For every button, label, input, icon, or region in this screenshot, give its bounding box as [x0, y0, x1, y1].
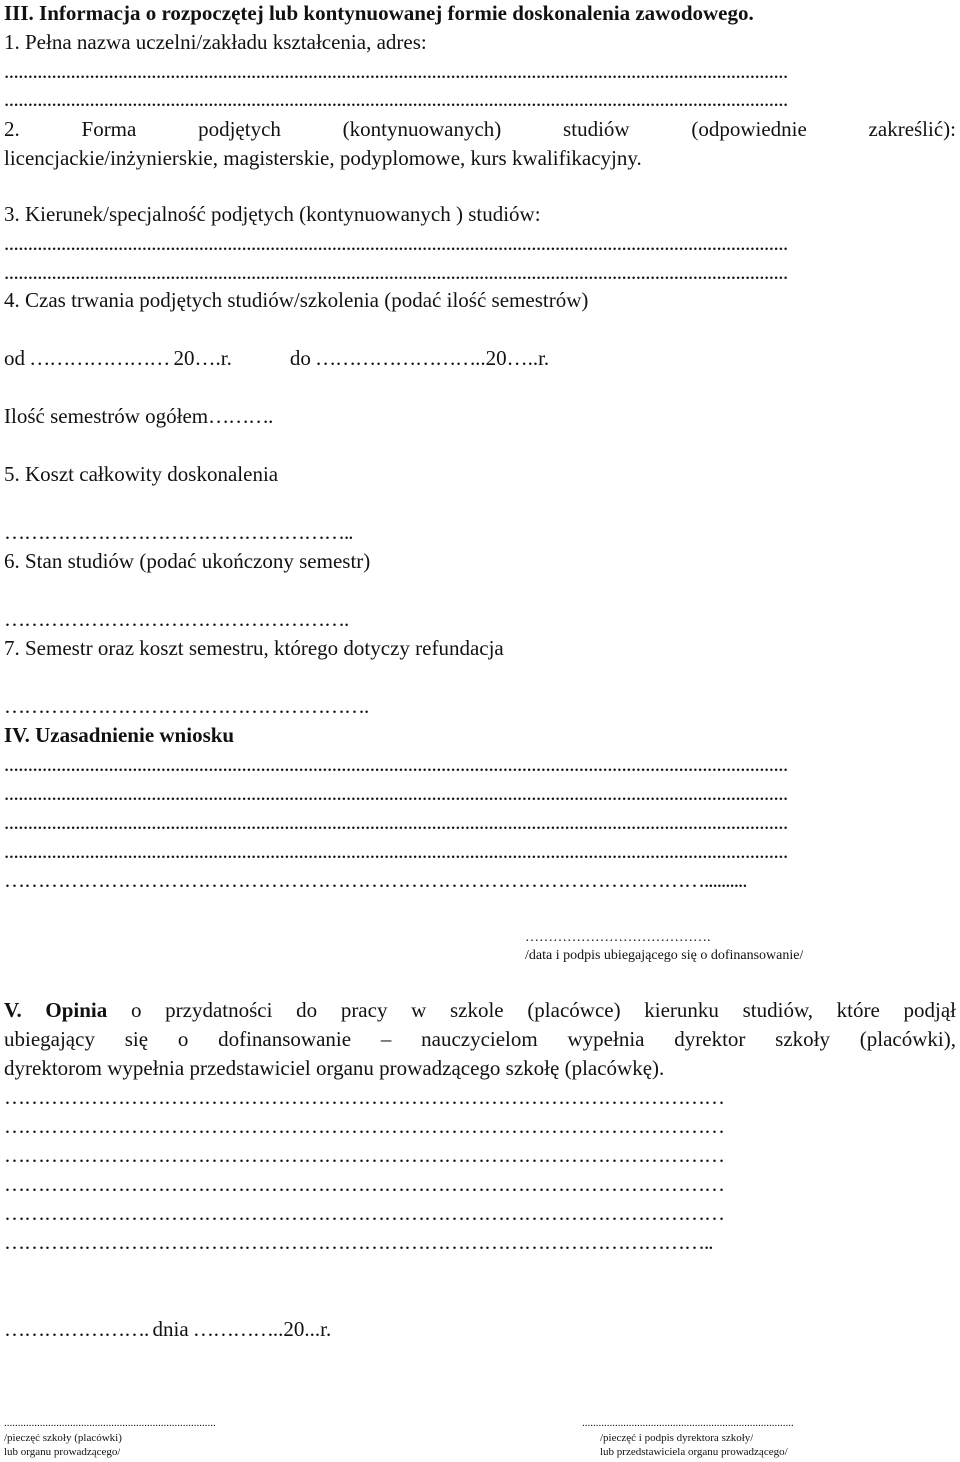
section-4-heading: IV. Uzasadnienie wniosku — [4, 723, 235, 747]
question-6-label: 6. Stan studiów (podać ukończony semestr) — [4, 549, 371, 573]
section-5-text-2: ubiegający się o dofinansowanie – nauczycielom wypełnia dyrektor szkoły (placówki), — [4, 1027, 956, 1051]
total-semesters-label: Ilość semestrów ogółem — [4, 404, 209, 428]
duration-row — [4, 345, 956, 371]
director-signature-caption: /pieczęć i podpis dyrektora szkoły/ — [600, 1432, 754, 1444]
school-stamp-caption: /pieczęć szkoły (placówki) — [4, 1432, 122, 1444]
signature-dots[interactable]: …………………………………. — [525, 930, 711, 945]
from-label: od — [4, 346, 25, 370]
answer-line[interactable]: ..................................................................................................................................................................... — [4, 59, 788, 83]
director-signature-caption-2: lub przedstawiciela organu prowadzącego/ — [600, 1446, 788, 1458]
justification-line[interactable]: ..................................................................................................................................................................... — [4, 752, 788, 776]
place-fill[interactable]: …………………. — [4, 1317, 153, 1341]
date-fill[interactable]: ………… — [188, 1317, 273, 1341]
justification-line[interactable]: ..................................................................................................................................................................... — [4, 781, 788, 805]
section-5-heading: Opinia — [45, 998, 108, 1022]
opinion-line[interactable]: ……………………………………………………………………………………………… — [4, 1114, 724, 1138]
date-row — [4, 1316, 956, 1342]
answer-line[interactable]: ..................................................................................................................................................................... — [4, 87, 788, 111]
semester-fill[interactable]: ……………………………………………. — [4, 607, 349, 631]
answer-line[interactable]: ..................................................................................................................................................................... — [4, 260, 788, 284]
answer-line[interactable]: ..................................................................................................................................................................... — [4, 231, 788, 255]
applicant-signature-caption: /data i podpis ubiegającego się o dofinansowanie/ — [525, 948, 804, 963]
from-fill[interactable]: ………………… — [25, 346, 174, 370]
director-signature-dots[interactable]: ............................................................................. — [582, 1417, 794, 1429]
section-5-text-1: o przydatności do pracy w szkole (placówce) kierunku studiów, które podjął — [130, 998, 956, 1022]
date-year: ..20...r. — [272, 1317, 332, 1341]
refund-fill[interactable]: ………………………………………………. — [4, 694, 369, 718]
total-semesters-fill[interactable]: ………. — [208, 404, 273, 428]
total-semesters-row — [4, 403, 956, 429]
question-2-label: 2. Forma podjętych (kontynuowanych) studiów (odpowiednie zakreślić): — [4, 117, 956, 141]
school-stamp-dots[interactable]: ............................................................................. — [4, 1417, 216, 1429]
section-5-roman: V. — [4, 998, 22, 1022]
opinion-line[interactable]: ……………………………………………………………………………………………… — [4, 1085, 724, 1109]
to-label: do — [289, 346, 311, 370]
question-1-label: 1. Pełna nazwa uczelni/zakładu kształcenia, adres: — [4, 30, 427, 54]
justification-line[interactable]: ..................................................................................................................................................................... — [4, 810, 788, 834]
to-fill[interactable]: …………………… — [310, 346, 476, 370]
end-year: ..20…..r. — [475, 346, 550, 370]
question-3-label: 3. Kierunek/specjalność podjętych (kontynuowanych ) studiów: — [4, 202, 541, 226]
question-4-label: 4. Czas trwania podjętych studiów/szkolenia (podać ilość semestrów) — [4, 288, 589, 312]
justification-line[interactable]: ..................................................................................................................................................................... — [4, 839, 788, 863]
opinion-line[interactable]: ……………………………………………………………………………………………… — [4, 1201, 724, 1225]
start-year: 20….r. — [173, 346, 232, 370]
section-3-heading: III. Informacja o rozpoczętej lub kontynuowanej formie doskonalenia zawodowego. — [4, 1, 754, 25]
justification-line[interactable]: …………………………………………………………………………………………….......... — [4, 868, 747, 892]
section-5-line-1 — [4, 997, 956, 1023]
cost-fill[interactable]: …………………………………………….. — [4, 520, 353, 544]
question-5-label: 5. Koszt całkowity doskonalenia — [4, 462, 279, 486]
school-stamp-caption-2: lub organu prowadzącego/ — [4, 1446, 121, 1458]
opinion-line[interactable]: ……………………………………………………………………………………………… — [4, 1172, 724, 1196]
date-label: dnia — [152, 1317, 189, 1341]
section-5-text-3: dyrektorom wypełnia przedstawiciel organu prowadzącego szkołę (placówkę). — [4, 1056, 665, 1080]
opinion-line[interactable]: …………………………………………………………………………………………….. — [4, 1230, 713, 1254]
question-2-options: licencjackie/inżynierskie, magisterskie, podyplomowe, kurs kwalifikacyjny. — [4, 146, 642, 170]
opinion-line[interactable]: ……………………………………………………………………………………………… — [4, 1143, 724, 1167]
question-7-label: 7. Semestr oraz koszt semestru, którego dotyczy refundacja — [4, 636, 504, 660]
